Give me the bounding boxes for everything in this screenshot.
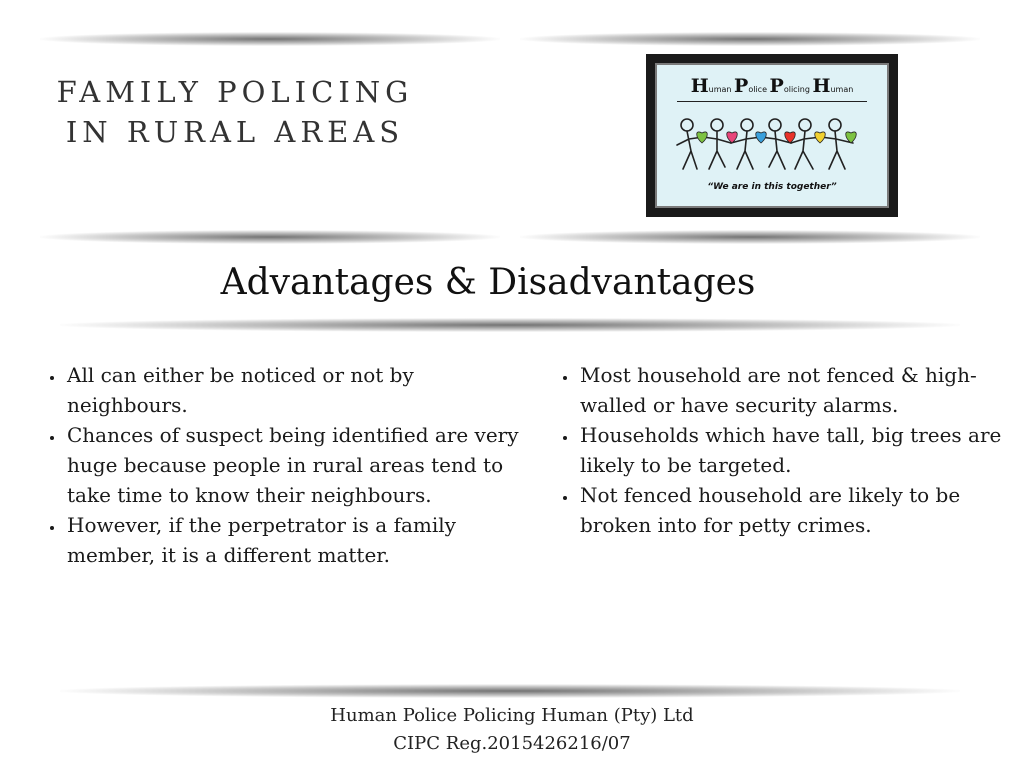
list-item: • Not fenced household are likely to be broken into for petty crimes. [578, 480, 1018, 540]
logo-tagline: “We are in this together” [707, 182, 837, 192]
divider-top-right [520, 32, 980, 46]
section-heading: Advantages & Disadvantages [220, 262, 756, 303]
logo-panel [655, 63, 889, 208]
logo-word-1: uman [708, 85, 732, 94]
logo-heading [657, 75, 887, 97]
logo-word-4: uman [830, 85, 854, 94]
logo-underline [677, 101, 867, 102]
divider-mid-left [40, 230, 500, 244]
logo-letter-h2: H [812, 75, 831, 97]
logo-letter-h1: H [690, 75, 709, 97]
footer-company: Human Police Policing Human (Pty) Ltd [330, 705, 694, 726]
list-item: • Households which have tall, big trees are likely to be targeted. [578, 420, 1018, 480]
disadvantages-list [558, 360, 1018, 540]
title-line-1: FAMILY POLICING [56, 75, 414, 109]
title-line-2: IN RURAL AREAS [65, 115, 405, 149]
list-item: • All can either be noticed or not by neighbours. [65, 360, 525, 420]
stick-figures-icon [675, 117, 871, 177]
logo-word-3: olicing [783, 85, 810, 94]
heart-icon [697, 132, 708, 143]
logo-letter-p2: P [769, 75, 784, 97]
hpph-logo [646, 54, 898, 217]
list-item: • Most household are not fenced & high-walled or have security alarms. [578, 360, 1018, 420]
divider-heading [60, 318, 960, 332]
logo-letter-p1: P [734, 75, 749, 97]
divider-mid-right [520, 230, 980, 244]
list-item: • Chances of suspect being identified are very huge because people in rural areas tend to take time to know their neighbours. [65, 420, 525, 510]
list-item: • However, if the perpetrator is a family member, it is a different matter. [65, 510, 525, 570]
divider-footer [60, 684, 960, 698]
advantages-list [45, 360, 525, 570]
footer-registration: CIPC Reg.2015426216/07 [393, 733, 631, 754]
heart-icon [756, 132, 767, 143]
page-title [40, 72, 430, 152]
divider-top-left [40, 32, 500, 46]
heart-icon [815, 132, 826, 143]
logo-word-2: olice [748, 85, 767, 94]
